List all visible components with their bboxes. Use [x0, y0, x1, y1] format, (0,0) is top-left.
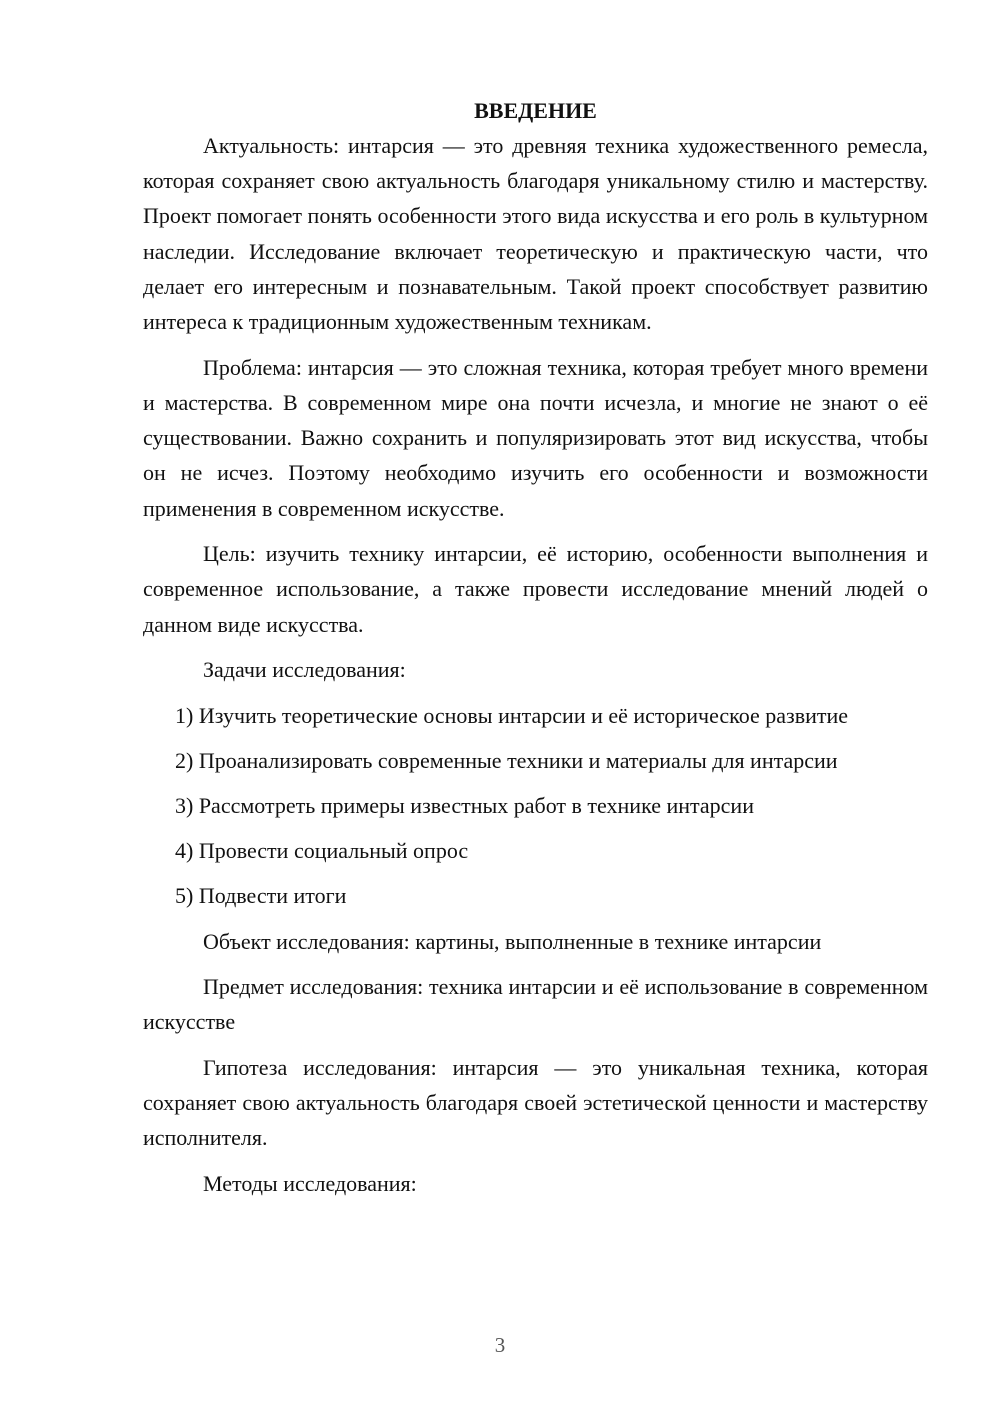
paragraph-methods: Методы исследования:: [203, 1170, 417, 1196]
paragraph-tasks-heading: Задачи исследования:: [203, 657, 406, 683]
page-number: 3: [494, 1333, 506, 1357]
list-item: 3) Рассмотреть примеры известных работ в технике интарсии: [175, 792, 754, 818]
section-title: ВВЕДЕНИЕ: [474, 98, 597, 123]
tasks-list: [143, 698, 928, 914]
paragraph-problem: Проблема: интарсия — это сложная техника, которая требует много времени и мастерства. В современном мире она почти исчезла, и многие не знают о её существовании. Важно сохранить и популяризировать этот вид искусства, чтобы он не исчез. Поэтому необходимо изучить его особенности и возможности применения в современном искусстве.: [143, 354, 928, 521]
paragraph-hypothesis: Гипотеза исследования: интарсия — это уникальная техника, которая сохраняет свою актуальность благодаря своей эстетической ценности и мастерству исполнителя.: [143, 1054, 928, 1151]
list-item: 4) Провести социальный опрос: [175, 838, 469, 864]
paragraph-goal: Цель: изучить технику интарсии, её историю, особенности выполнения и современное использование, а также провести исследование мнений людей о данном виде искусства.: [143, 541, 928, 637]
paragraph-relevance: Актуальность: интарсия — это древняя техника художественного ремесла, которая сохраняет свою актуальность благодаря уникальному стилю и мастерству. Проект помогает понять особенности этого вида искусства и его роль в культурном наследии. Исследование включает теоретическую и практическую части, что делает его интересным и познавательным. Такой проект способствует развитию интереса к традиционным художественным техникам.: [143, 133, 928, 335]
page-content: [143, 93, 928, 1211]
list-item: 5) Подвести итоги: [175, 883, 347, 909]
paragraph-subject: Предмет исследования: техника интарсии и её использование в современном искусстве: [143, 973, 928, 1034]
list-item: 1) Изучить теоретические основы интарсии и её историческое развитие: [175, 702, 849, 728]
paragraph-object: Объект исследования: картины, выполненные в технике интарсии: [203, 928, 822, 954]
list-item: 2) Проанализировать современные техники и материалы для интарсии: [175, 747, 838, 773]
